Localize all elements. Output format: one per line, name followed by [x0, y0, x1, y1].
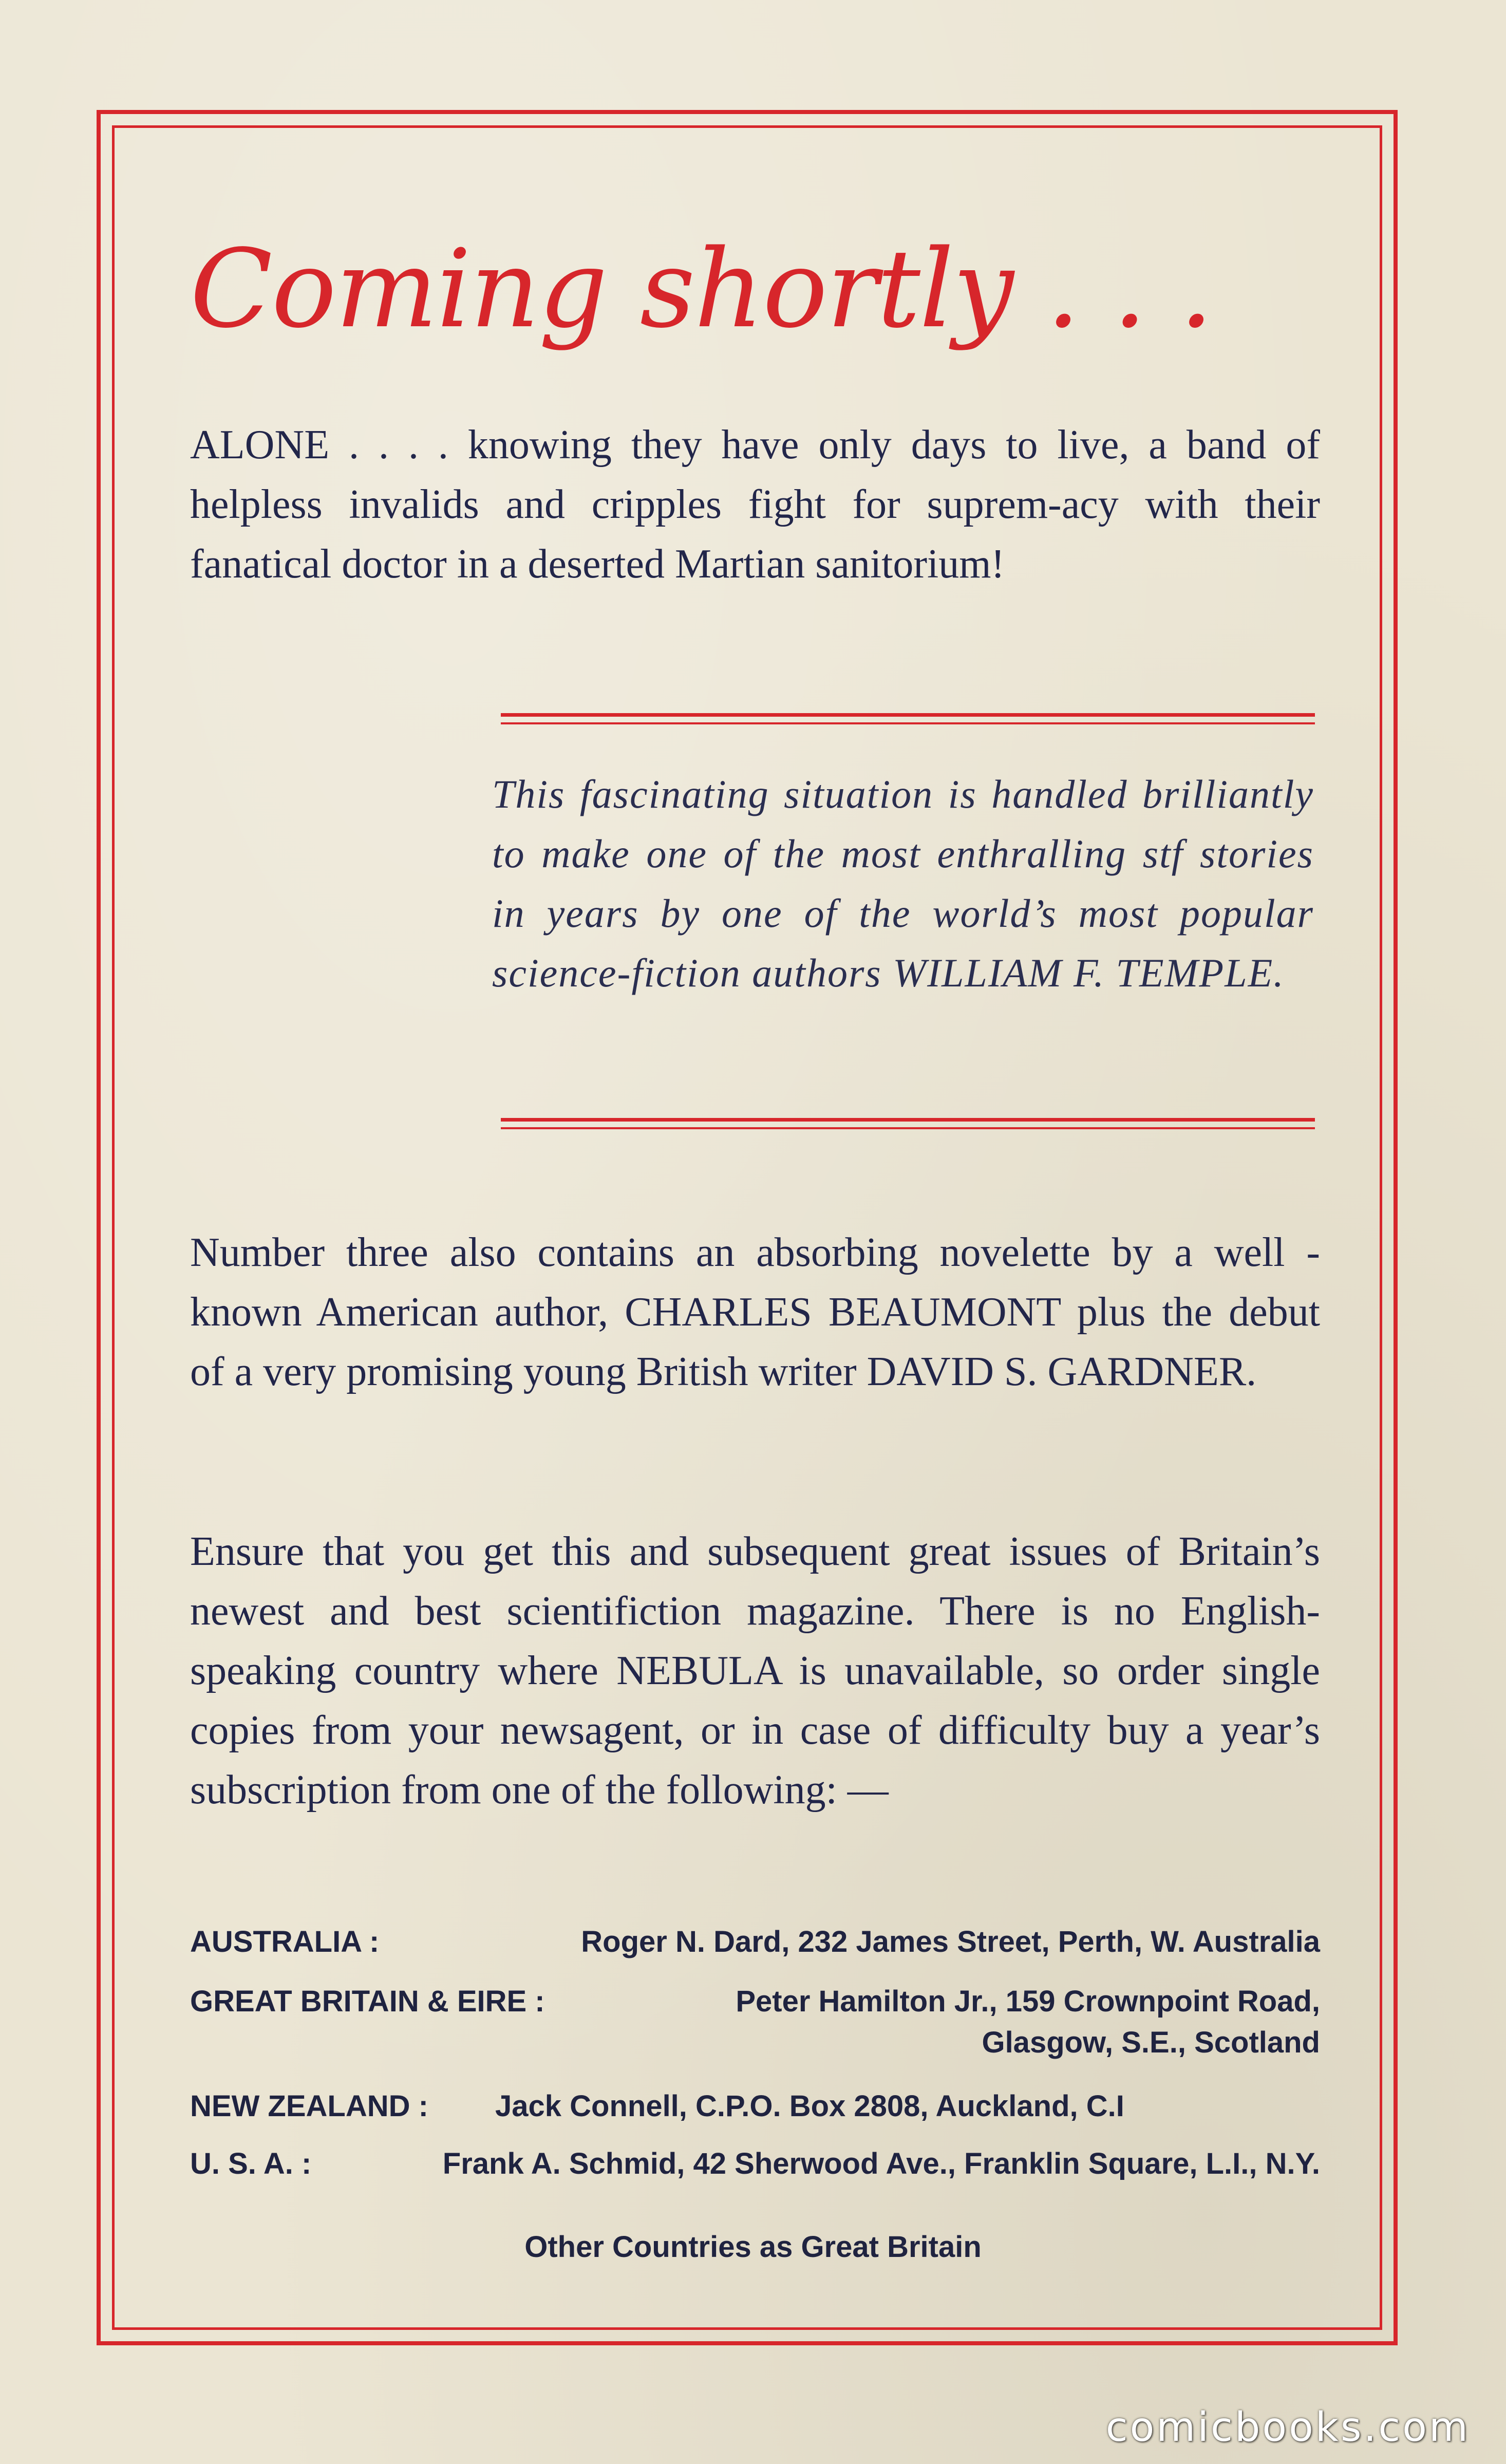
issue-contents-paragraph: Number three also contains an absorbing novelette by a well - known American author, CHARLES BEAUMONT plus the debut of a very promising young British writer DAVID S. GARDNER.: [190, 1230, 1320, 1394]
address-line: Jack Connell, C.P.O. Box 2808, Auckland, C.I: [495, 2089, 1124, 2123]
country-label: AUSTRALIA :: [190, 1925, 380, 1958]
intro-paragraph: ALONE . . . . knowing they have only days to live, a band of helpless invalids and cripples fight for suprem-acy with their fanatical doctor in a deserted Martian sanitorium!: [190, 422, 1320, 587]
watermark: comicbooks.com: [1105, 2404, 1470, 2451]
address-new-zealand: [190, 2086, 1320, 2127]
address-line: Peter Hamilton Jr., 159 Crownpoint Road,: [736, 1985, 1320, 2018]
address-line-2: Glasgow, S.E., Scotland: [982, 2026, 1320, 2059]
address-line: Frank A. Schmid, 42 Sherwood Ave., Franklin Square, L.I., N.Y.: [442, 2147, 1320, 2180]
country-label: NEW ZEALAND :: [190, 2089, 428, 2123]
address-great-britain: [190, 1981, 1320, 2063]
address-line: Roger N. Dard, 232 James Street, Perth, W. Australia: [581, 1925, 1320, 1958]
divider-top: [501, 713, 1315, 724]
address-usa: [190, 2143, 1320, 2185]
country-label: U. S. A. :: [190, 2147, 312, 2180]
address-australia: [190, 1921, 1320, 1963]
feature-blurb: This fascinating situation is handled brilliantly to make one of the most enthralling stf stories in years by one of the world’s most popular science-fiction authors WILLIAM F. TEMPLE.: [492, 772, 1314, 995]
other-countries-note: Other Countries as Great Britain: [524, 2230, 982, 2264]
divider-bottom: [501, 1118, 1315, 1129]
subscription-paragraph: Ensure that you get this and subsequent great issues of Britain’s newest and best scientifiction magazine. There is no English-speaking country where NEBULA is unavailable, so order single copies from your newsagent, or in case of difficulty buy a year’s subscription from one of the following: —: [190, 1529, 1320, 1813]
country-label: GREAT BRITAIN & EIRE :: [190, 1985, 545, 2018]
coming-shortly-heading: Coming shortly . . .: [190, 226, 1213, 352]
